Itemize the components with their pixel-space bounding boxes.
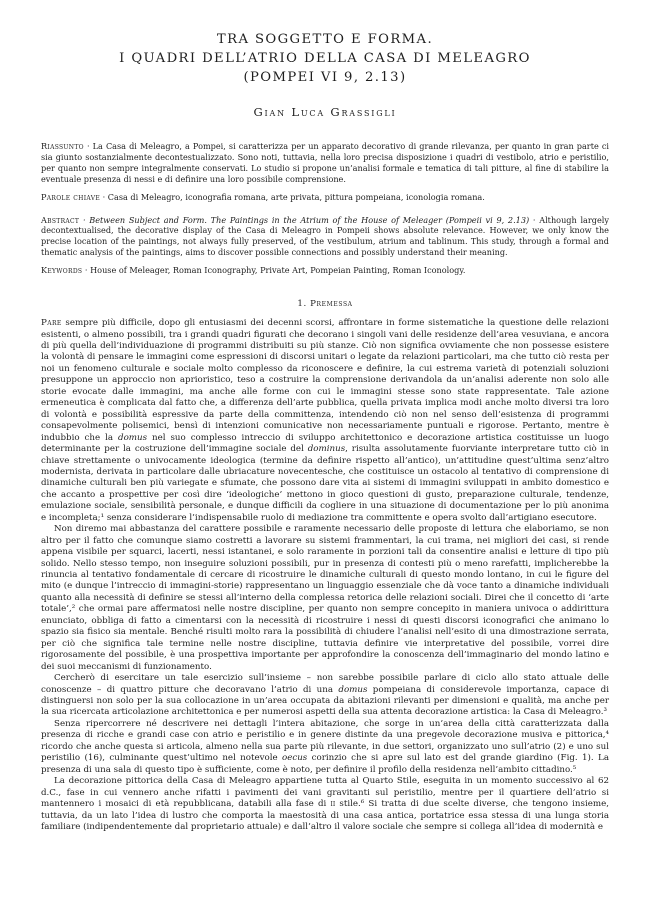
paragraph-text: La decorazione pittorica della Casa di Meleagro appartiene tutta al Quarto Stile, eseguita in un momento successivo al 62 d.C., fase in cui vennero anche rifatti i pavimenti dei vani gravitanti sul peristilio, mentre per il quartiere dell’atrio si mantennero i mosaici di età repubblicana, databili alla fase di bbox=[41, 776, 609, 810]
abstract-text: · Although largely decontextualised, the decorative display of the Casa di Meleagro in Pompeii shows absolute relevance. However, we only know the precise location of the paintings, not always fully preserved, of the vestibulum, atrium and tablinum. This study, through a formal and thematic analysis of the paintings, aims to discover possible connections and possibly understand their meaning. bbox=[41, 214, 609, 258]
italic-term: dominus bbox=[307, 444, 346, 455]
paragraph-text: pompeiana di considerevole importanza, capace di distinguersi non solo per la sua collocazione in un’area occupata da abitazioni rilevanti per dimensioni e qualità, ma anche per la sua ricercata articolazione architettonica e per numerosi aspetti della sua attenta decorazione artistica: la Casa di Meleagro.³ bbox=[41, 684, 609, 718]
paragraph-text: nel suo complesso intreccio di sviluppo architettonico e decorazione artistica costituisse un luogo determinante per la costruzione dell’immagine sociale del bbox=[41, 432, 609, 455]
body-paragraph-2: Non diremo mai abbastanza del carattere possibile e raramente necessario delle proposte di lettura che elaboriamo, se non altro per il fatto che comunque siamo costretti a lavorare su sistemi frammentari, la cui trama, nei migliori dei casi, si rende appena visibile per squarci, lacerti, nessi istantanei, e solo raramente in porzioni tali da consentire analisi e letture di tipo più solido. Nello stesso tempo, non inseguire soluzioni possibili, pur in presenza di contesti più o meno rarefatti, implicherebbe la rinuncia al tentativo fondamentale di cercare di ricostruire le dinamiche culturali di questo mondo lontano, in cui le figure del mito (e dunque l’intreccio di immagini-storie) rappresentano un linguaggio essenziale che dà voce tanto a dinamiche individuali quanto alla necessità di definire se stessi all’interno della complessa retorica delle relazioni sociali. Direi che il concetto di ‘arte totale’,² che ormai pare affermatosi nelle nostre discipline, per quanto non sempre concepito in maniera univoca o addirittura enunciato, obbliga di fatto a cimentarsi con la necessità di ricostruire i nessi di questi discorsi iconografici che animano lo spazio sia fisico sia mentale. Benché risulti molto rara la possibilità di chiudere l’analisi nell’esito di una dimostrazione serrata, per ciò che significa tale termine nelle nostre discipline, tuttavia definire vie interpretative del possibile, vorrei dire rigorosamente del possibile, è una prospettiva importante per approfondire la conoscenza dell’immaginario del mondo latino e dei suoi meccanismi di funzionamento. bbox=[41, 524, 609, 672]
abstract-title: · Between Subject and Form. The Paintings in the Atrium of the House of Meleager (Pompeii vi 9, 2.13) bbox=[79, 214, 530, 225]
keywords-block bbox=[41, 265, 609, 276]
paragraph-text: sempre più difficile, dopo gli entusiasmi dei decenni scorsi, affrontare in forme sistematiche la questione delle relazioni esistenti, o almeno possibili, tra i grandi quadri figurati che decorano i singoli vani delle residenze dell’area vesuviana, e ancora di più quella dell’individuazione di programmi distribuiti su più stanze. Ciò non significa ovviamente che non possesse esistere la volontà di pensare le immagini come espressioni di discorsi unitari o legate da relazioni particolari, ma che tutto ciò resta per noi un fenomeno culturale e sociale molto complesso da riconoscere e definire, la cui estrema varietà di potenziali soluzioni presuppone un approccio non aprioristico, teso a costruire la comprensione derivandola da un’analisi aderente non solo alle storie evocate dalle immagini, ma anche alle forme con cui le immagini stesse sono state rappresentate. Tale azione ermeneutica è complicata dal fatto che, a differenza dell’arte pubblica, quella privata implica modi anche molto diversi tra loro di volontà e possibilità espressive da parte della committenza, intendendo ciò non nel senso dell’esistenza di programmi consapevolmente polisemici, bensì di intenzioni comunicative non necessariamente puntuali e rigorose. Pertanto, mentre è indubbio che la bbox=[41, 318, 609, 443]
body-paragraph-3 bbox=[41, 673, 609, 719]
body-paragraph-5 bbox=[41, 776, 609, 833]
parole-chiave-label: Parole chiave bbox=[41, 191, 101, 202]
italic-term: oecus bbox=[282, 753, 308, 764]
parole-chiave-block bbox=[41, 192, 609, 203]
parole-chiave-text: · Casa di Meleagro, iconografia romana, arte privata, pittura pompeiana, iconologia romana. bbox=[100, 191, 485, 202]
abstract-label: Abstract bbox=[41, 214, 80, 225]
title-line-1: TRA SOGGETTO E FORMA. bbox=[216, 32, 434, 47]
riassunto-block bbox=[41, 141, 609, 185]
riassunto-label: Riassunto bbox=[41, 141, 84, 151]
author-name: Gian Luca Grassigli bbox=[253, 105, 397, 119]
paragraph-text: Cercherò di esercitare un tale esercizio sull’insieme – non sarebbe possibile parlare di ciclo allo stato attuale delle conoscenze – di quattro pitture che decoravano l’atrio di una bbox=[41, 673, 609, 695]
italic-term: domus bbox=[338, 684, 368, 695]
title-line-3: (POMPEI VI 9, 2.13) bbox=[243, 70, 407, 85]
paragraph-text: stile.⁶ Si tratta di due scelte diverse, che tengono insieme, tuttavia, da un lato l’idea di lustro che comporta la maestosità di una casa antica, portatrice essa stessa di una lunga storia familiare (indipendentemente dal proprietario attuale) e dall’altro il valore sociale che sempre si collega all’idea di modernità e bbox=[41, 799, 609, 832]
section-heading: 1. Premessa bbox=[297, 299, 353, 310]
italic-term: domus bbox=[118, 432, 148, 443]
article-title bbox=[41, 30, 609, 87]
riassunto-text: · La Casa di Meleagro, a Pompei, si caratterizza per un apparato decorativo di grande rilevanza, per quanto in gran parte ci sia giunto sostanzialmente decontestualizzato. Sono noti, tuttavia, nella loro precisa disposizione i quadri di vestibolo, atrio e peristilio, per quanto non sempre integralmente conservati. Lo studio si propone un’analisi formale e tematica di tali pitture, al fine di stabilire la eventuale presenza di nessi e di definire una loro possibile comprensione. bbox=[41, 141, 609, 184]
paragraph-text: Senza ripercorrere né descrivere nei dettagli l’intera abitazione, che sorge in un’area della città caratterizzata dalla presenza di ricche e grandi case con atrio e peristilio e in genere distinte da una pregevole decorazione musiva e pittorica,⁴ ricordo che anche questa si articola, almeno nella sua parte più rilevante, in due settori, organizzato uno sull’atrio (2) e uno sul peristilio (16), culminante quest’ultimo nel notevole bbox=[41, 718, 609, 764]
keywords-label: Keywords bbox=[41, 265, 83, 276]
title-line-2: I QUADRI DELL’ATRIO DELLA CASA DI MELEAGRO bbox=[119, 51, 531, 66]
keywords-text: · House of Meleager, Roman Iconography, Private Art, Pompeian Painting, Roman Iconology. bbox=[82, 265, 466, 276]
paragraph-initial-word: Pare bbox=[41, 318, 62, 329]
paragraph-text: , risulta assolutamente fuorviante interpretare tutto ciò in chiave strettamente o univocamente ideologica (termine da definire rispetto all’antico), un’attitudine quest’ultima senz’altro modernista, derivata in particolare dalle ubriacature novecentesche, che costituisce un ostacolo al tentativo di comprensione di dinamiche culturali ben più variegate e sfumate, che possono dare vita ai sistemi di immagini sviluppati in ambito domestico e che accanto a prospettive per così dire ‘ideologiche’ mettono in gioco questioni di gusto, preparazione culturale, tendenze, emulazione sociale, sensibilità personale, e dunque difficili da cogliere in una situazione di documentazione per lo più anonima e incompleta;¹ senza considerare l’indispensabile ruolo di mediazione tra committente e opera svolto dall’artigiano esecutore. bbox=[41, 444, 609, 523]
abstract-block bbox=[41, 215, 609, 259]
body-paragraph-1 bbox=[41, 318, 609, 524]
paragraph-text: corinzio che si apre sul lato est del grande giardino (Fig. 1). La presenza di una sala di questo tipo è sufficiente, come è noto, per definire il profilo della residenza nell’ambito cittadino.⁵ bbox=[41, 753, 609, 775]
body-paragraph-4 bbox=[41, 719, 609, 776]
small-caps-numeral: ii bbox=[330, 799, 336, 810]
